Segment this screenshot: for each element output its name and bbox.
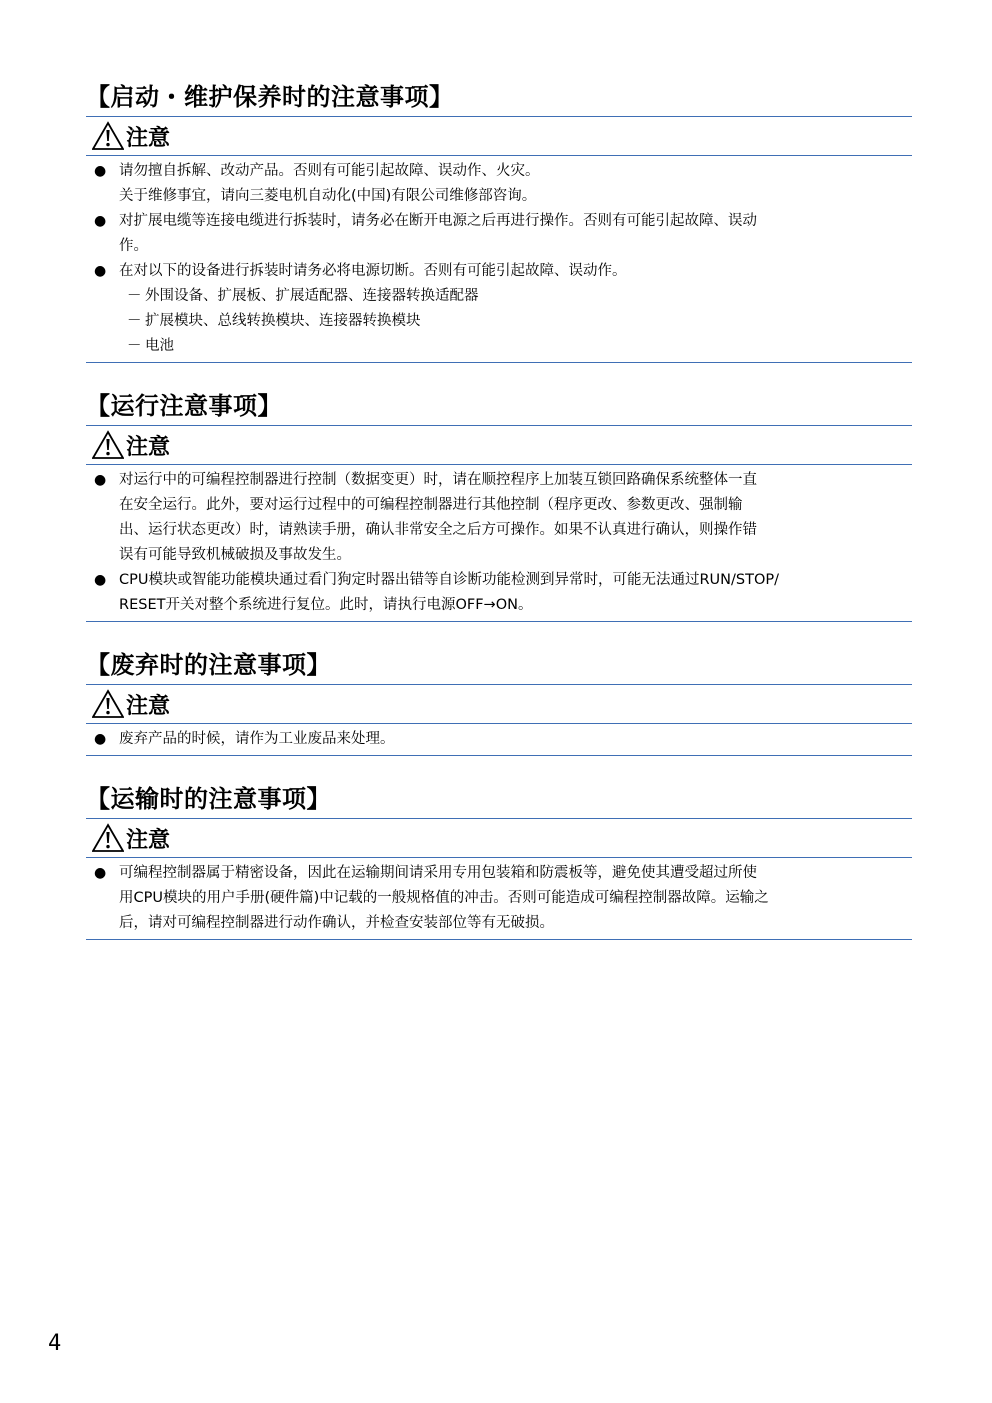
list-item bbox=[86, 468, 912, 568]
section-title: 【废弃时的注意事项】 bbox=[86, 651, 331, 679]
item-text-line: 在安全运行。此外，要对运行过程中的可编程控制器进行其他控制（程序更改、参数更改、强制输 bbox=[119, 497, 743, 513]
page-content bbox=[86, 78, 912, 964]
section-title: 【启动・维护保养时的注意事项】 bbox=[86, 83, 454, 111]
bullet-icon: ● bbox=[94, 731, 107, 747]
sub-item-text: 电池 bbox=[145, 338, 174, 354]
item-text-line: 请勿擅自拆解、改动产品。否则有可能引起故障、误动作、火灾。 bbox=[119, 163, 540, 179]
warning-triangle-icon bbox=[92, 823, 124, 853]
bullet-icon: ● bbox=[94, 865, 107, 881]
sub-item bbox=[119, 334, 898, 359]
caution-label: 注意 bbox=[126, 434, 171, 460]
item-text-line: 在对以下的设备进行拆装时请务必将电源切断。否则有可能引起故障、误动作。 bbox=[119, 263, 627, 279]
section bbox=[86, 78, 912, 363]
list-item bbox=[86, 568, 912, 618]
dash-marker: － bbox=[127, 338, 142, 354]
section-title: 【运输时的注意事项】 bbox=[86, 785, 331, 813]
caution-label: 注意 bbox=[126, 125, 171, 151]
caution-label: 注意 bbox=[126, 693, 171, 719]
warning-triangle-icon bbox=[92, 121, 124, 151]
item-text-line: 出、运行状态更改）时，请熟读手册，确认非常安全之后方可操作。如果不认真进行确认，则操作错 bbox=[119, 522, 757, 538]
page-number: 4 bbox=[48, 1331, 62, 1356]
item-text-line: 误有可能导致机械破损及事故发生。 bbox=[119, 547, 351, 563]
caution-item-list bbox=[86, 465, 912, 622]
item-text-line: 关于维修事宜，请向三菱电机自动化(中国)有限公司维修部咨询。 bbox=[119, 188, 537, 204]
caution-label: 注意 bbox=[126, 827, 171, 853]
section bbox=[86, 780, 912, 940]
list-item bbox=[86, 861, 912, 936]
section-title: 【运行注意事项】 bbox=[86, 392, 282, 420]
item-text-line: 废弃产品的时候，请作为工业废品来处理。 bbox=[119, 731, 395, 747]
item-text-line: 作。 bbox=[119, 238, 148, 254]
section bbox=[86, 646, 912, 756]
bullet-icon: ● bbox=[94, 263, 107, 279]
warning-triangle-icon bbox=[92, 689, 124, 719]
item-text-line: CPU模块或智能功能模块通过看门狗定时器出错等自诊断功能检测到异常时，可能无法通过RUN/STOP/ bbox=[119, 572, 780, 588]
dash-marker: － bbox=[127, 288, 142, 304]
bullet-icon: ● bbox=[94, 572, 107, 588]
item-text-line: RESET开关对整个系统进行复位。此时，请执行电源OFF→ON。 bbox=[119, 597, 533, 613]
list-item bbox=[86, 727, 912, 752]
caution-item-list bbox=[86, 156, 912, 363]
item-text-line: 用CPU模块的用户手册(硬件篇)中记载的一般规格值的冲击。否则可能造成可编程控制器故障。运输之 bbox=[119, 890, 769, 906]
bullet-icon: ● bbox=[94, 163, 107, 179]
bullet-icon: ● bbox=[94, 213, 107, 229]
caution-header bbox=[86, 425, 912, 465]
item-text-line: 对运行中的可编程控制器进行控制（数据变更）时，请在顺控程序上加装互锁回路确保系统整体一直 bbox=[119, 472, 757, 488]
caution-item-list bbox=[86, 724, 912, 756]
caution-header bbox=[86, 684, 912, 724]
sub-item bbox=[119, 284, 898, 309]
bullet-icon: ● bbox=[94, 472, 107, 488]
list-item bbox=[86, 259, 912, 359]
sub-item bbox=[119, 309, 898, 334]
sub-item-text: 扩展模块、总线转换模块、连接器转换模块 bbox=[145, 313, 421, 329]
section bbox=[86, 387, 912, 622]
sub-item-text: 外围设备、扩展板、扩展适配器、连接器转换适配器 bbox=[145, 288, 479, 304]
list-item bbox=[86, 209, 912, 259]
item-text-line: 对扩展电缆等连接电缆进行拆装时，请务必在断开电源之后再进行操作。否则有可能引起故障、误动 bbox=[119, 213, 757, 229]
warning-triangle-icon bbox=[92, 430, 124, 460]
dash-marker: － bbox=[127, 313, 142, 329]
list-item bbox=[86, 159, 912, 209]
caution-header bbox=[86, 818, 912, 858]
item-text-line: 可编程控制器属于精密设备，因此在运输期间请采用专用包装箱和防震板等，避免使其遭受超过所使 bbox=[119, 865, 757, 881]
caution-item-list bbox=[86, 858, 912, 940]
caution-header bbox=[86, 116, 912, 156]
item-text-line: 后，请对可编程控制器进行动作确认，并检查安装部位等有无破损。 bbox=[119, 915, 554, 931]
